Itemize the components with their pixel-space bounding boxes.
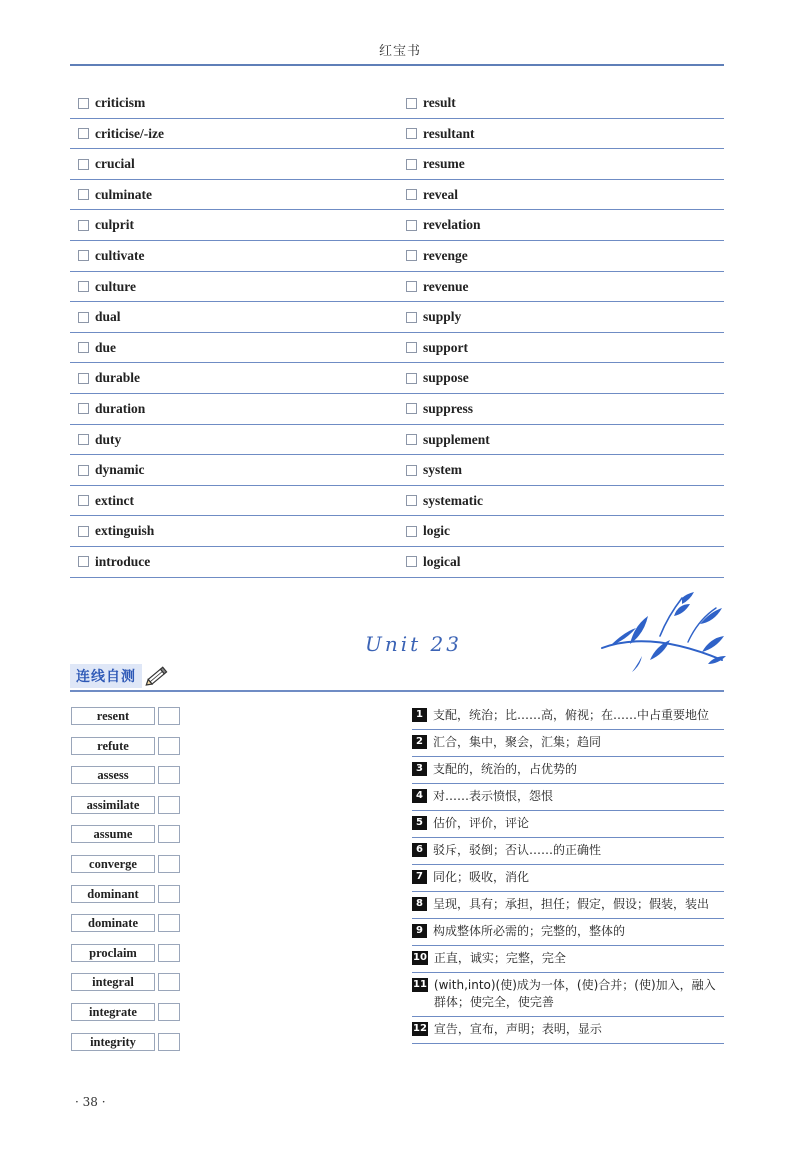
definition-list — [412, 703, 724, 1044]
vocab-row — [70, 547, 724, 578]
match-row — [71, 824, 180, 844]
definition-text: 驳斥，驳倒；否认……的正确性 — [433, 843, 602, 857]
checkbox[interactable] — [78, 495, 89, 506]
vocab-word: support — [423, 339, 469, 355]
checkbox[interactable] — [78, 434, 89, 445]
answer-box[interactable] — [158, 973, 180, 991]
definition-text: 正直，诚实；完整，完全 — [433, 951, 566, 965]
vocab-item[interactable] — [406, 370, 469, 386]
vocab-item[interactable] — [406, 126, 475, 142]
vocab-word: suppose — [423, 370, 469, 386]
match-row — [71, 913, 180, 933]
definition-number: 6 — [412, 843, 427, 857]
checkbox[interactable] — [406, 220, 417, 231]
match-row — [71, 706, 180, 726]
checkbox[interactable] — [406, 281, 417, 292]
checkbox[interactable] — [406, 403, 417, 414]
answer-box[interactable] — [158, 1003, 180, 1021]
answer-box[interactable] — [158, 707, 180, 725]
definition-text: 同化；吸收，消化 — [433, 870, 530, 884]
vocab-row — [70, 486, 724, 517]
section-header — [70, 664, 170, 688]
match-word: refute — [71, 737, 155, 755]
vocab-item[interactable] — [406, 156, 465, 172]
vocab-word: supply — [423, 309, 462, 325]
section-label: 连线自测 — [70, 664, 142, 688]
checkbox[interactable] — [406, 434, 417, 445]
checkbox[interactable] — [78, 128, 89, 139]
definition-number: 7 — [412, 870, 427, 884]
answer-box[interactable] — [158, 885, 180, 903]
checkbox[interactable] — [406, 373, 417, 384]
vocab-item[interactable] — [406, 401, 473, 417]
definition-number: 8 — [412, 897, 427, 911]
vocab-word: system — [423, 462, 462, 478]
vocab-checklist — [70, 88, 724, 578]
checkbox[interactable] — [78, 220, 89, 231]
match-row — [71, 972, 180, 992]
vocab-row — [70, 455, 724, 486]
definition-text: (with,into)(使)成为一体，(使)合并；(使)加入，融入群体；使完全，使完善 — [433, 978, 716, 1009]
answer-box[interactable] — [158, 796, 180, 814]
definition-text: 估价，评价，评论 — [433, 816, 530, 830]
vocab-word: extinct — [95, 492, 134, 508]
vocab-word: durable — [95, 370, 141, 386]
match-word: resent — [71, 707, 155, 725]
match-word: assume — [71, 825, 155, 843]
vocab-word: resultant — [423, 125, 475, 141]
vocab-item[interactable] — [78, 126, 164, 142]
definition-text: 呈现，具有；承担，担任；假定，假设；假装，装出 — [433, 897, 710, 911]
checkbox[interactable] — [406, 312, 417, 323]
vocab-word: duration — [95, 400, 146, 416]
bamboo-illustration — [590, 590, 730, 680]
checkbox[interactable] — [78, 159, 89, 170]
vocab-item[interactable] — [406, 187, 458, 203]
definition-text: 支配，统治；比……高，俯视；在……中占重要地位 — [433, 708, 710, 722]
checkbox[interactable] — [78, 373, 89, 384]
vocab-item[interactable] — [406, 309, 461, 325]
vocab-row — [70, 210, 724, 241]
definition-text: 对……表示愤恨，怨恨 — [433, 789, 554, 803]
definition-item — [412, 784, 724, 811]
vocab-item[interactable] — [78, 95, 145, 111]
checkbox[interactable] — [406, 98, 417, 109]
vocab-row — [70, 272, 724, 303]
match-row — [71, 1032, 180, 1052]
answer-box[interactable] — [158, 825, 180, 843]
vocab-row — [70, 302, 724, 333]
answer-box[interactable] — [158, 766, 180, 784]
checkbox[interactable] — [406, 128, 417, 139]
definition-item — [412, 946, 724, 973]
checkbox[interactable] — [78, 342, 89, 353]
vocab-row — [70, 241, 724, 272]
vocab-word: cultivate — [95, 247, 145, 263]
vocab-word: resume — [423, 156, 465, 172]
unit-title: Unit 23 — [365, 632, 462, 656]
definition-number: 2 — [412, 735, 427, 749]
definition-number: 5 — [412, 816, 427, 830]
vocab-word: result — [423, 95, 456, 110]
match-word: dominant — [71, 885, 155, 903]
answer-box[interactable] — [158, 737, 180, 755]
vocab-item[interactable] — [78, 554, 150, 570]
vocab-item[interactable] — [78, 401, 145, 417]
vocab-word: revenge — [423, 247, 468, 263]
vocab-word: due — [95, 339, 117, 355]
vocab-row — [70, 425, 724, 456]
pencil-icon — [144, 665, 170, 687]
vocab-row — [70, 119, 724, 150]
match-word: integral — [71, 973, 155, 991]
vocab-item[interactable] — [406, 217, 481, 233]
vocab-word: culture — [95, 278, 136, 294]
definition-item — [412, 730, 724, 757]
vocab-row — [70, 333, 724, 364]
header-rule — [70, 64, 724, 66]
vocab-word: duty — [95, 431, 122, 447]
definition-item — [412, 838, 724, 865]
vocab-item[interactable] — [78, 156, 135, 172]
checkbox[interactable] — [78, 281, 89, 292]
vocab-word: introduce — [95, 553, 151, 569]
vocab-word: culminate — [95, 186, 152, 202]
match-row — [71, 765, 180, 785]
match-word: proclaim — [71, 944, 155, 962]
vocab-item[interactable] — [78, 340, 116, 356]
vocab-word: logical — [423, 553, 461, 569]
checkbox[interactable] — [406, 250, 417, 261]
vocab-item[interactable] — [78, 523, 154, 539]
match-word: converge — [71, 855, 155, 873]
checkbox[interactable] — [78, 98, 89, 109]
definition-number: 11 — [413, 979, 427, 990]
match-row — [71, 943, 180, 963]
vocab-item[interactable] — [406, 95, 456, 111]
definition-number: 10 — [413, 952, 427, 963]
vocab-row — [70, 516, 724, 547]
checkbox[interactable] — [406, 342, 417, 353]
match-word-list — [71, 706, 180, 1061]
vocab-word: crucial — [95, 156, 135, 172]
definition-text: 汇合，集中，聚会，汇集；趋同 — [433, 735, 602, 749]
checkbox[interactable] — [406, 189, 417, 200]
vocab-item[interactable] — [78, 432, 121, 448]
match-row — [71, 795, 180, 815]
checkbox[interactable] — [406, 159, 417, 170]
vocab-word: logic — [423, 523, 450, 539]
definition-number: 12 — [413, 1023, 427, 1034]
match-word: integrate — [71, 1003, 155, 1021]
definition-number: 1 — [412, 708, 427, 722]
answer-box[interactable] — [158, 1033, 180, 1051]
vocab-word: dual — [95, 309, 121, 325]
definition-item — [412, 1017, 724, 1044]
vocab-item[interactable] — [78, 493, 134, 509]
vocab-item[interactable] — [406, 279, 469, 295]
definition-item — [412, 757, 724, 784]
vocab-word: criticism — [95, 95, 146, 110]
running-header: 红宝书 — [378, 44, 421, 59]
checkbox[interactable] — [78, 556, 89, 567]
vocab-row — [70, 149, 724, 180]
answer-box[interactable] — [158, 914, 180, 932]
vocab-item[interactable] — [406, 248, 468, 264]
vocab-item[interactable] — [406, 554, 461, 570]
vocab-item[interactable] — [78, 248, 145, 264]
vocab-row — [70, 88, 724, 119]
answer-box[interactable] — [158, 944, 180, 962]
vocab-item[interactable] — [78, 279, 136, 295]
vocab-word: systematic — [423, 492, 483, 508]
definition-number: 9 — [412, 924, 427, 938]
match-row — [71, 736, 180, 756]
page-number: · 38 · — [75, 1095, 106, 1109]
vocab-word: revelation — [423, 217, 481, 233]
checkbox[interactable] — [78, 312, 89, 323]
vocab-word: dynamic — [95, 462, 145, 478]
answer-box[interactable] — [158, 855, 180, 873]
vocab-row — [70, 363, 724, 394]
definition-text: 宣告，宣布，声明；表明，显示 — [433, 1022, 602, 1036]
match-word: integrity — [71, 1033, 155, 1051]
definition-number: 3 — [412, 762, 427, 776]
definition-number: 4 — [412, 789, 427, 803]
vocab-item[interactable] — [78, 309, 121, 325]
match-row — [71, 884, 180, 904]
checkbox[interactable] — [406, 556, 417, 567]
vocab-item[interactable] — [78, 462, 145, 478]
vocab-item[interactable] — [406, 493, 483, 509]
vocab-word: extinguish — [95, 523, 155, 539]
vocab-word: revenue — [423, 278, 469, 294]
section-rule — [70, 690, 724, 692]
vocab-item[interactable] — [78, 370, 140, 386]
match-word: assess — [71, 766, 155, 784]
definition-item — [412, 892, 724, 919]
checkbox[interactable] — [406, 495, 417, 506]
vocab-item[interactable] — [78, 217, 134, 233]
match-row — [71, 1002, 180, 1022]
checkbox[interactable] — [78, 189, 89, 200]
match-row — [71, 854, 180, 874]
definition-text: 构成整体所必需的；完整的，整体的 — [433, 924, 626, 938]
vocab-item[interactable] — [78, 187, 152, 203]
vocab-item[interactable] — [406, 523, 450, 539]
vocab-word: reveal — [423, 186, 458, 202]
checkbox[interactable] — [406, 526, 417, 537]
match-word: dominate — [71, 914, 155, 932]
vocab-word: criticise/-ize — [95, 125, 164, 141]
vocab-row — [70, 180, 724, 211]
vocab-item[interactable] — [406, 432, 490, 448]
definition-item — [412, 865, 724, 892]
checkbox[interactable] — [78, 250, 89, 261]
definition-item — [412, 919, 724, 946]
vocab-word: suppress — [423, 400, 474, 416]
vocab-word: culprit — [95, 217, 134, 233]
vocab-item[interactable] — [406, 340, 468, 356]
definition-item — [412, 973, 724, 1017]
checkbox[interactable] — [406, 465, 417, 476]
definition-text: 支配的，统治的，占优势的 — [433, 762, 578, 776]
checkbox[interactable] — [78, 465, 89, 476]
definition-item — [412, 703, 724, 730]
checkbox[interactable] — [78, 403, 89, 414]
vocab-item[interactable] — [406, 462, 462, 478]
checkbox[interactable] — [78, 526, 89, 537]
definition-item — [412, 811, 724, 838]
vocab-row — [70, 394, 724, 425]
match-word: assimilate — [71, 796, 155, 814]
vocab-word: supplement — [423, 431, 490, 447]
